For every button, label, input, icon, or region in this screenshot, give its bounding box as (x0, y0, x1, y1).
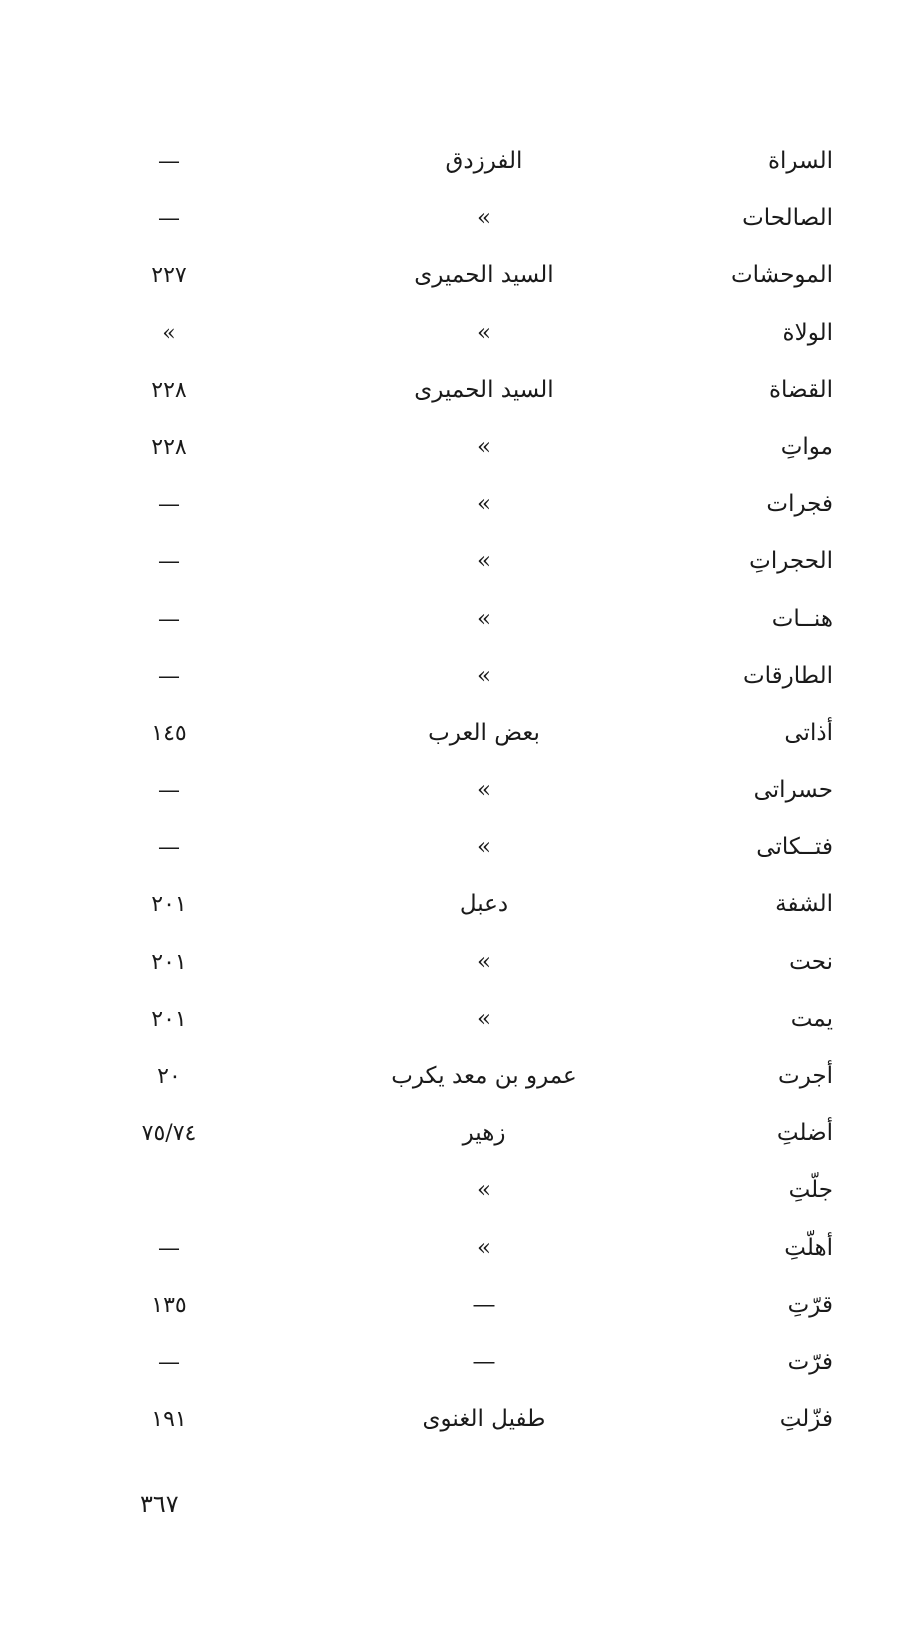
table-row (0, 1334, 909, 1391)
poet-name: زهير (462, 1120, 506, 1147)
page-reference: ٢٠١ (151, 949, 187, 975)
page-reference: » (162, 320, 176, 346)
rhyme-word: مواتِ (780, 433, 833, 460)
table-row (0, 762, 909, 819)
page-reference: ٢٢٨ (151, 434, 187, 460)
page-reference: ٢٠ (157, 1064, 181, 1089)
table-row (0, 533, 909, 590)
page-reference: — (158, 149, 180, 174)
page-reference: — (158, 606, 180, 632)
page-reference: — (158, 835, 180, 861)
table-row (0, 1162, 909, 1219)
poet-name: دعبل (459, 891, 509, 918)
rhyme-word: فتــكاتى (756, 834, 833, 861)
table-row (0, 190, 909, 247)
poet-name: — (472, 1291, 496, 1318)
table-row (0, 819, 909, 876)
rhyme-word: الموحشات (731, 262, 833, 289)
rhyme-word: الولاة (782, 319, 833, 346)
index-table (0, 133, 909, 1448)
rhyme-word: أهلّتِ (784, 1234, 833, 1261)
poet-name: » (476, 433, 492, 460)
poet-name: » (476, 205, 492, 232)
poet-name: » (476, 662, 492, 689)
poet-name: » (476, 1234, 492, 1261)
poet-name: السيد الحميرى (414, 376, 554, 403)
page-reference: — (158, 663, 180, 689)
table-row (0, 876, 909, 933)
page-reference: — (158, 1235, 180, 1261)
page-reference: ٢٢٨ (151, 377, 187, 403)
rhyme-word: الحجراتِ (749, 548, 833, 575)
poet-name: » (476, 777, 492, 804)
page-reference: — (158, 549, 180, 575)
table-row (0, 1391, 909, 1448)
poet-name: بعض العرب (428, 719, 540, 746)
table-row (0, 1048, 909, 1105)
rhyme-word: أذاتى (784, 719, 833, 746)
table-row (0, 1277, 909, 1334)
page-reference: ٢٠١ (151, 892, 187, 918)
rhyme-word: فجرات (766, 491, 833, 518)
page-reference: — (158, 1349, 180, 1375)
table-row (0, 305, 909, 362)
rhyme-word: الشفة (775, 891, 833, 918)
rhyme-word: الصالحات (742, 205, 833, 232)
rhyme-word: يمت (790, 1005, 833, 1032)
table-row (0, 247, 909, 304)
table-row (0, 362, 909, 419)
rhyme-word: قرّتِ (787, 1291, 833, 1318)
table-row (0, 476, 909, 533)
page-reference: ٢٠١ (151, 1006, 187, 1032)
poet-name: — (472, 1348, 496, 1375)
page-number: ٣٦٧ (140, 1490, 179, 1518)
poet-name: الفرزدق (445, 148, 523, 174)
poet-name: طفيل الغنوى (422, 1406, 546, 1433)
rhyme-word: فزّلتِ (779, 1406, 833, 1433)
rhyme-word: هنــات (771, 605, 833, 632)
page-reference: ٧٥/٧٤ (141, 1121, 197, 1147)
page-reference: ١٣٥ (151, 1292, 187, 1318)
table-row (0, 1105, 909, 1162)
rhyme-word: فرّت (787, 1348, 833, 1375)
rhyme-word: جلّتِ (788, 1177, 833, 1204)
poet-name: » (476, 948, 492, 975)
table-row (0, 934, 909, 991)
poet-name: » (476, 605, 492, 632)
rhyme-word: القضاة (768, 376, 833, 403)
rhyme-word: أضلتِ (776, 1120, 833, 1147)
rhyme-word: حسراتى (753, 777, 833, 804)
poet-name: » (476, 1005, 492, 1032)
table-row (0, 133, 909, 190)
page-reference: ١٩١ (151, 1407, 187, 1433)
poet-name: » (476, 548, 492, 575)
table-row (0, 705, 909, 762)
table-row (0, 591, 909, 648)
table-row (0, 419, 909, 476)
page-reference: ٢٢٧ (151, 263, 187, 289)
poet-name: » (476, 319, 492, 346)
page-reference: ١٤٥ (151, 720, 187, 746)
rhyme-word: نحت (789, 948, 833, 975)
page-reference (109, 1162, 229, 1219)
poet-name: » (476, 1177, 492, 1204)
poet-name: السيد الحميرى (414, 262, 554, 289)
table-row (0, 991, 909, 1048)
page-reference: — (158, 206, 180, 232)
rhyme-word: السراة (767, 148, 833, 174)
poet-name: » (476, 491, 492, 518)
table-row (0, 1220, 909, 1277)
rhyme-word: الطارقات (742, 662, 833, 689)
poet-name: » (476, 834, 492, 861)
table-row (0, 648, 909, 705)
page-reference: — (158, 492, 180, 518)
rhyme-word: أجرت (778, 1063, 833, 1089)
poet-name: عمرو بن معد يكرب (391, 1063, 577, 1089)
page-reference: — (158, 778, 180, 804)
